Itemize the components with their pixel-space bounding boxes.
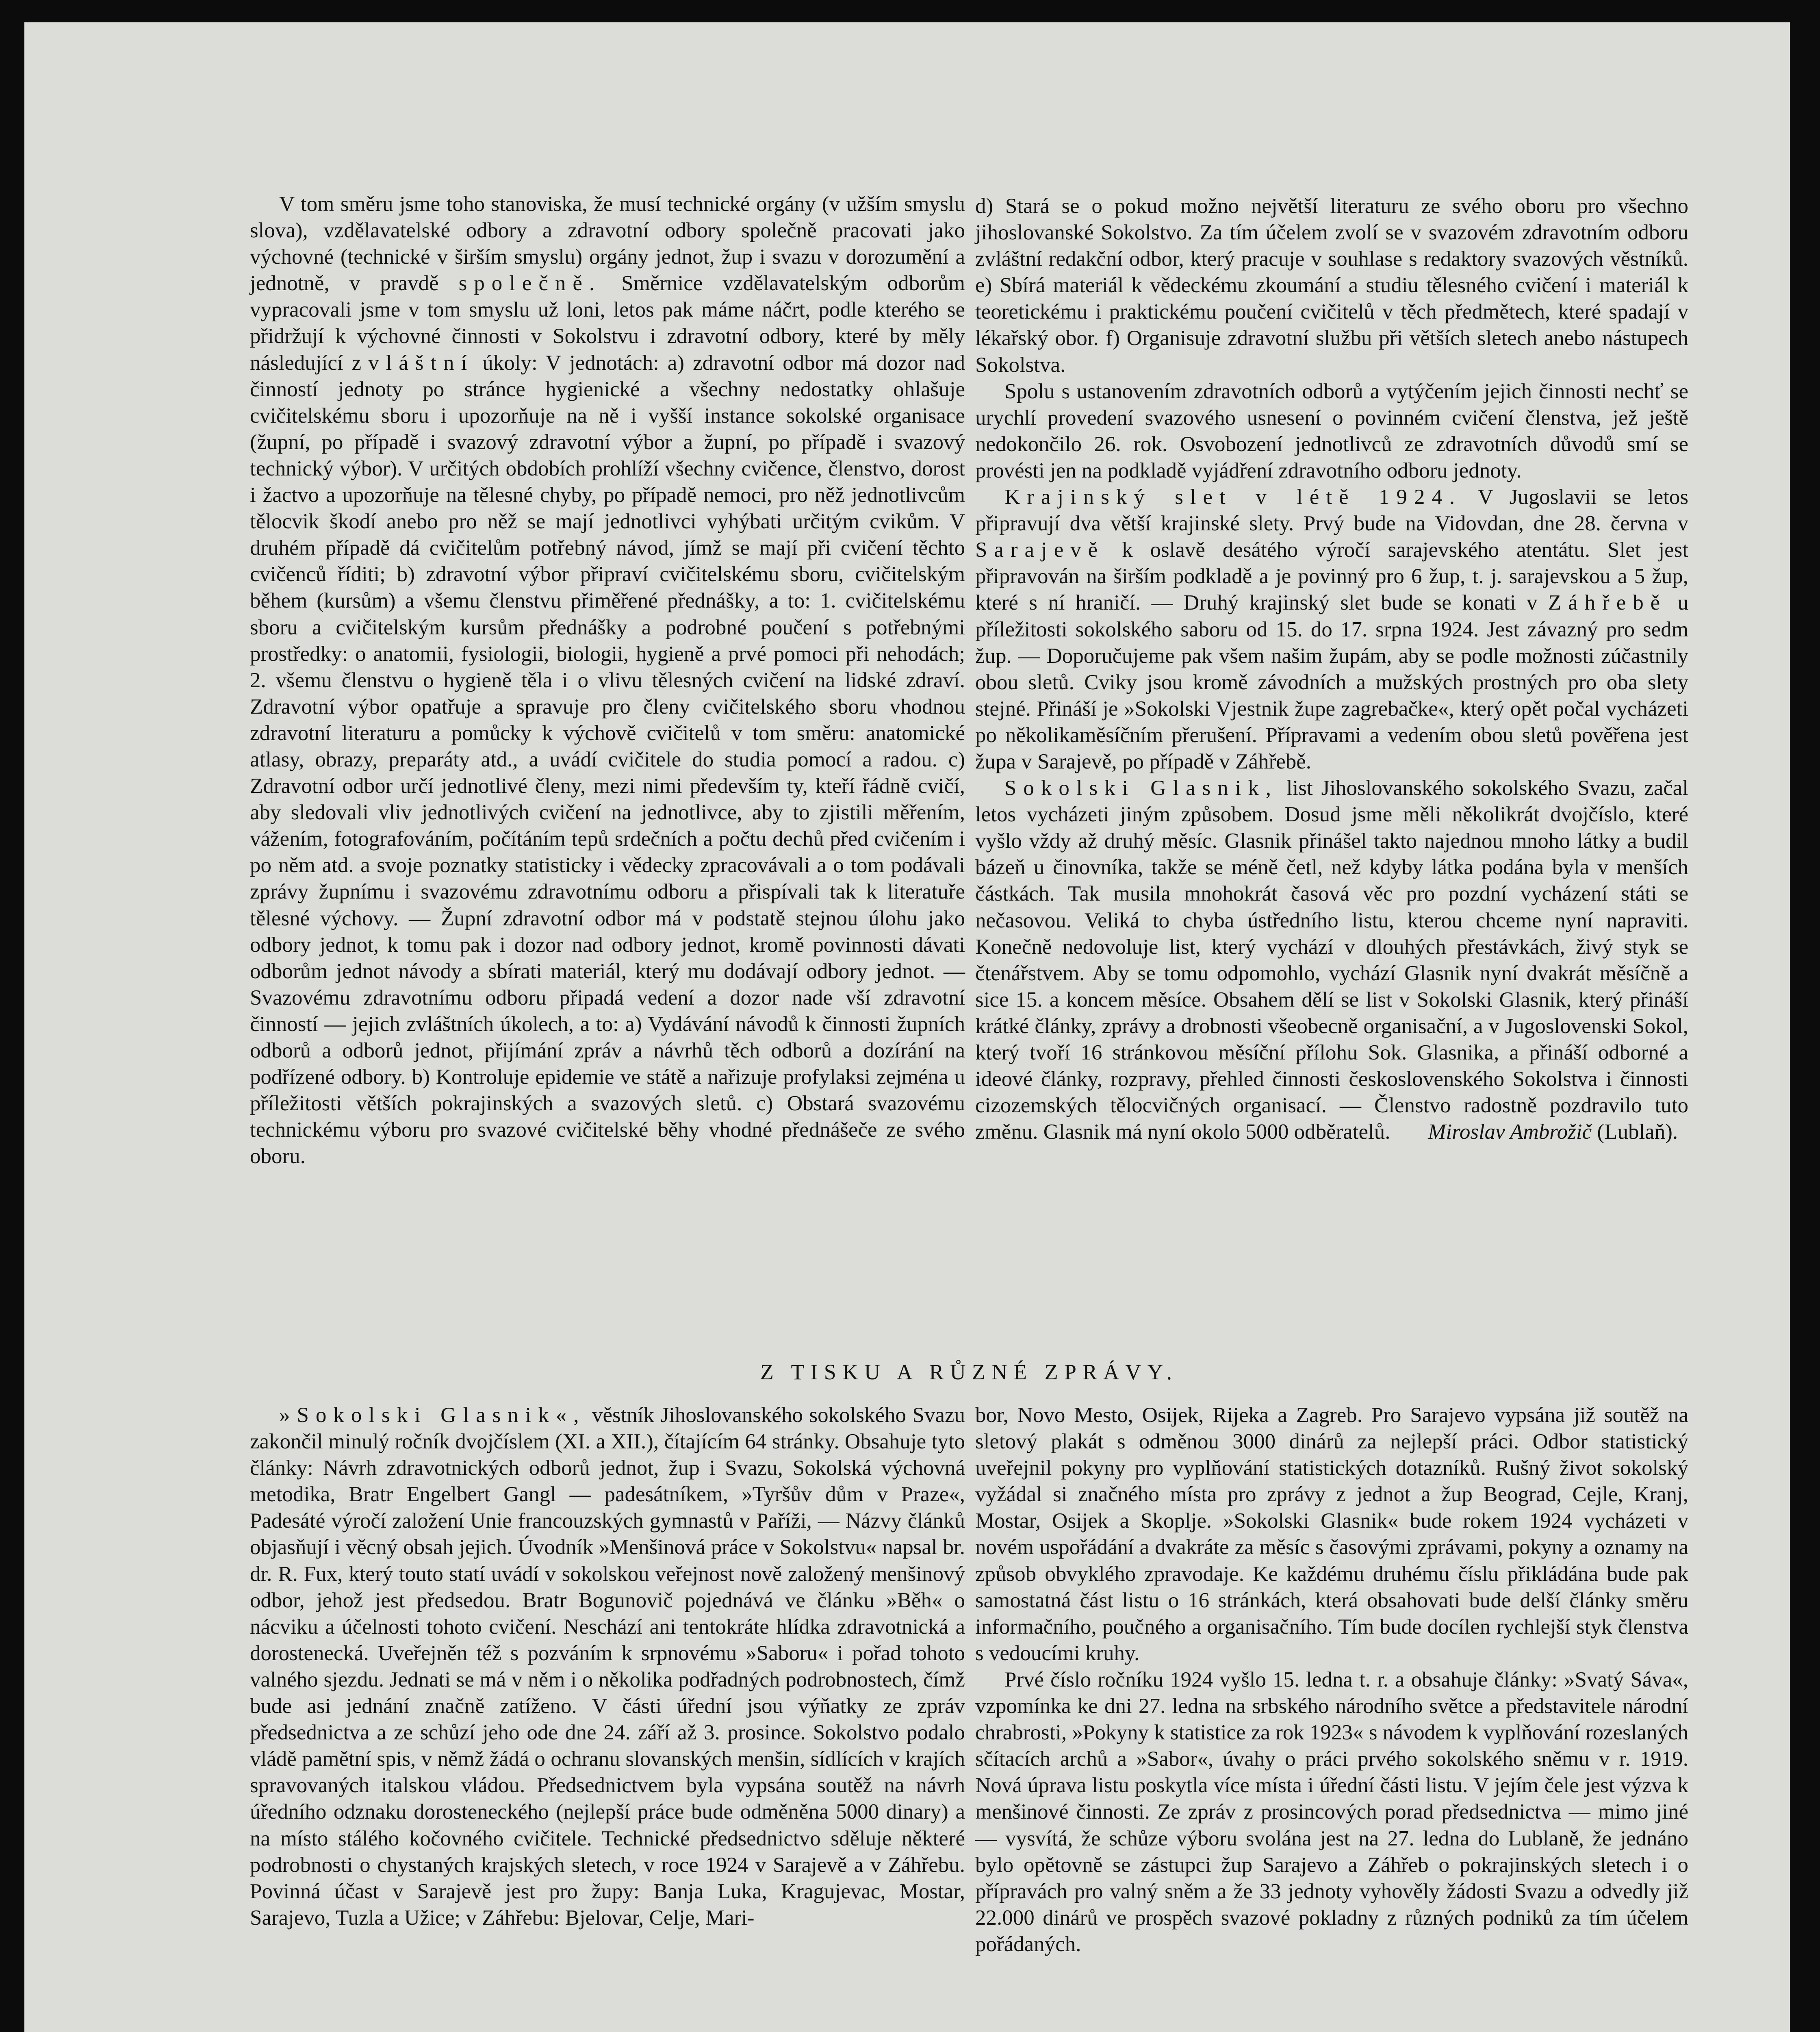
spaced-emphasis: »Sokolski Glasnik«, <box>279 1403 586 1427</box>
signature-place: (Lublaň). <box>1597 1120 1678 1144</box>
spaced-emphasis: Krajinský slet v létě 1924. <box>1004 485 1462 509</box>
text-run: list Jihoslovanského sokolského Svazu, začal letos vycházeti jiným způsobem. Dosud jsme měli několikrát dvojčíslo, které vyšlo vždy až druhý měsíc. Glasnik přinášel takto najednou mnoho látky a budil bázeň u činovníka, takže se méně četl, než kdyby látka podána byla v menších částkách. Tak musila mnohokrát časová věc pro pozdní vycházení státi se nečasovou. Veliká to chyba ústředního listu, kterou chceme nyní napraviti. Konečně nedovoluje list, který vychází v dlouhých přestávkách, živý styk se čtenářstvem. Aby se tomu odpomohlo, vychází Glasnik nyní dvakrát měsíčně a sice 15. a koncem měsíce. Obsahem dělí se list v Sokolski Glasnik, který přináší krátké články, zprávy a drobnosti všeobecně organisační, a v Jugoslovenski Sokol, který tvoří 16 stránkovou měsíční přílohu Sok. Glasnika, a přináší odborné a ideové články, rozpravy, přehled činnosti československého Sokolstva i činnosti cizozemských tělocvičných organisací. — Členstvo radostně pozdravilo tuto změnu. Glasnik má nyní okolo 5000 odběratelů. <box>975 776 1688 1144</box>
article-health-departments-left <box>250 191 965 1170</box>
paragraph-sokolski-glasnik <box>975 775 1688 1145</box>
spaced-emphasis: Záhřebě <box>1548 591 1667 615</box>
article-health-departments-right <box>975 193 1688 1145</box>
paragraph-regional-rally <box>975 484 1688 775</box>
text-run: věstník Jihoslovanského sokolského Svazu zakončil minulý ročník dvojčíslem (XI. a XII.), čítajícím 64 stránky. Obsahuje tyto články: Návrh zdravotnických odborů jednot, žup i Svazu, Sokolská výchovná metodika, Bratr Engelbert Gangl — padesátníkem, »Tyršův dům v Praze«, Padesáté výročí založení Unie francouzských gymnastů v Paříži, — Názvy článků objasňují i věcný obsah jejich. Úvodník »Menšinová práce v Sokolstvu« napsal br. dr. R. Fux, který touto statí uvádí v sokolskou veřejnost nově založený menšinový odbor, jehož jest předsedou. Bratr Bogunovič pojednává ve článku »Běh« o nácviku a účelnosti tohoto cvičení. Neschází ani tentokráte hlídka zdravotnická a dorostenecká. Uveřejněn též s pozváním k srpnovému »Saboru« i pořad tohoto valného sjezdu. Jednati se má v něm i o několika podřadných podrobnostech, čímž bude asi jednání značně zatíženo. V části úřední jsou výňatky ze zpráv předsednictva a ze schůzí jeho ode dne 24. září až 3. prosince. Sokolstvo podalo vládě pamětní spis, v němž žádá o ochranu slovanských menšin, sídlících v krajích spravovaných italskou vládou. Předsednictvem byla vypsána soutěž na návrh úředního odznaku dorosteneckého (nejlepší práce bude odměněna 5000 dinary) a na místo stálého kočovného cvičitele. Technické předsednictvo sděluje některé podrobnosti o chystaných krajských sletech, v roce 1924 v Sarajevě a v Záhřebu. Povinná účast v Sarajevě jest pro župy: Banja Luka, Kragujevac, Mostar, Sarajevo, Tuzla a Užice; v Záhřebu: Bjelovar, Celje, Mari- <box>250 1403 965 1930</box>
paragraph: d) Stará se o pokud možno největší literaturu ze svého oboru pro všechno jihoslovanské Sokolstvo. Za tím účelem zvolí se v svazovém zdravotním odboru zvláštní redakční odbor, který pracuje v souhlase s redaktory svazových věstníků. e) Sbírá materiál k vědeckému zkoumání a studiu tělesného cvičení i materiál k teoretickému i praktickému poučení cvičitelů v těch předmětech, které spadají v lékařský obor. f) Organisuje zdravotní službu při větších sletech anebo nástupech Sokolstva. <box>975 194 1688 377</box>
news-left-column <box>250 1402 965 1931</box>
spaced-emphasis: společně. <box>458 271 602 295</box>
text-run: u příležitosti sokolského saboru od 15. do 17. srpna 1924. Jest závazný pro sedm žup. — Doporučujeme pak všem našim župám, aby se podle možnosti zúčastnily obou sletů. Cviky jsou kromě závodních a mužských prostných pro oba slety stejné. Přináší je »Sokolski Vjestnik župe zagrebačke«, který opět počal vycházeti po několikaměsíčním přerušení. Přípravami a vedením obou sletů pověřena jest župa v Sarajevě, po případě v Záhřebě. <box>975 591 1689 773</box>
paragraph: bor, Novo Mesto, Osijek, Rijeka a Zagreb. Pro Sarajevo vypsána již soutěž na sletový plakát s odměnou 3000 dinárů za nejlepší práci. Odbor statistický uveřejnil pokyny pro vyplňování statistických dotazníků. Rušný život sokolský vyžádal si značného místa pro zprávy z jednot a žup Beograd, Cejle, Kranj, Mostar, Osijek a Skoplje. »Sokolski Glasnik« bude rokem 1924 vycházeti v novém uspořádání a dvakráte za měsíc s časovými zprávami, pokyny a oznamy na způsob obvyklého zpravodaje. Ke každému druhému číslu přikládána bude pak samostatná část listu o 16 stránkách, která obsahovati bude delší články směru informačního, poučného a organisačního. Tím bude docílen rychlejší styk členstva s vedoucími kruhy. <box>975 1403 1688 1665</box>
text-run: úkoly: V jednotách: a) zdravotní odbor má dozor nad činností jednoty po stránce hygienické a všechny nedostatky ohlašuje cvičitelskému sboru i upozorňuje na ně i vyšší instance sokolské organisace (župní, po případě i svazový zdravotní výbor a župní, po případě i svazový technický výbor). V určitých obdobích prohlíží všechny cvičence, členstvo, dorost i žactvo a upozorňuje na tělesné chyby, po případě nemoci, pro něž jednotlivcům tělocvik škodí anebo pro něž se mají jednotlivci vyhýbati určitým cvikům. V druhém případě dá cvičitelům potřebný návod, jímž se mají při cvičení těchto cvičenců říditi; b) zdravotní výbor připraví cvičitelskému sboru, cvičitelským během (kursům) a všemu členstvu přiměřené přednášky, a to: 1. cvičitelskému sboru a cvičitelským kursům přednášky a podrobné poučení s potřebnými prostředky: o anatomii, fysiologii, biologii, hygieně a prvé pomoci při nehodách; 2. všemu členstvu o hygieně těla i o vlivu tělesných cvičení na lidské zdraví. Zdravotní výbor opatřuje a spravuje pro členy cvičitelského sboru vhodnou zdravotní literaturu a pomůcky k výchově cvičitelů v tom směru: anatomické atlasy, obrazy, preparáty atd., a uvádí cvičitele do studia pomocí a radou. c) Zdravotní odbor určí jednotlivé členy, mezi nimi především ty, kteří řádně cvičí, aby sledovali vliv jednotlivých cvičení na jednotlivce, aby to zjistili měřením, vážením, fotografováním, počítáním tepů srdečních a počtu dechů před cvičením i po něm atd. a svoje poznatky statisticky i vědecky zpracovávali a o tom podávali zprávy župnímu i svazovému zdravotnímu odboru a přispívali tak k literatuře tělesné výchovy. — Župní zdravotní odbor má v podstatě stejnou úlohu jako odbory jednot, k tomu pak i dozor nad odbory jednot, kromě povinnosti dávati odborům jednot návody a sbírati materiál, který mu dodávají odbory jednot. — Svazovému zdravotnímu odboru připadá vedení a dozor nade vší zdravotní činností — jejich zvláštních úkolech, a to: a) Vydávání návodů k činnosti župních odborů a odborů jednot, přijímání zpráv a návrhů těch odborů a dozírání na podřízené odbory. b) Kontroluje epidemie ve státě a nařizuje profylaksi zejména u příležitosti větších pokrajinských a svazových sletů. c) Obstará svazovému technickému výboru pro svazové cvičitelské běhy vhodné přednášeče ze svého oboru. <box>250 351 965 1168</box>
paragraph: Spolu s ustanovením zdravotních odborů a vytýčením jejich činnosti nechť se urychlí provedení svazového usnesení o povinném cvičení členstva, jež ještě nedokončilo 26. rok. Osvobození jednotlivců ze zdravotních důvodů smí se provésti jen na podkladě vyjádření zdravotního odboru jednoty. <box>975 379 1688 482</box>
news-right-column <box>975 1402 1688 1958</box>
spaced-emphasis: Sokolski Glasnik, <box>1004 776 1278 800</box>
text-run: k oslavě desátého výročí sarajevského atentátu. Slet jest připravován na širším podkladě a je povinný pro 6 žup, t. j. sarajevskou a 5 žup, které s ní hraničí. — Druhý krajinský slet bude se konati v <box>975 538 1688 615</box>
spaced-emphasis: zvláštní <box>351 351 474 375</box>
paragraph: Prvé číslo ročníku 1924 vyšlo 15. ledna t. r. a obsahuje články: »Svatý Sáva«, vzpomínka ke dni 27. ledna na srbského národního světce a představitele národní chrabrosti, »Pokyny k statistice za rok 1923« s návodem k vyplňování rozeslaných sčítacích archů a »Sabor«, úvahy o práci prvého sokolského sněmu v r. 1919. Nová úprava listu poskytla více místa i úřední části listu. V jejím čele jest výzva k menšinové činnosti. Ze zpráv z prosincových porad předsednictva — mimo jiné — vysvítá, že schůze výboru svolána jest na 27. ledna do Lublaně, že jednáno bylo opětovně se zástupci žup Sarajevo a Záhřeb o pokrajinských sletech i o přípravách pro valný sněm a že 33 jednoty vyhověly žádosti Svazu a odvedly již 22.000 dinárů ve prospěch svazové pokladny z různých podniků za tím účelem pořádaných. <box>975 1667 1688 1956</box>
paragraph <box>250 191 965 1170</box>
journal-page <box>24 22 1790 2032</box>
paragraph <box>250 1402 965 1931</box>
text-run: Směrnice vzdělavatelským odborům vypracovali jsme v tom smyslu už loni, letos pak máme náčrt, podle kterého se přidržují k výchovné činnosti v Sokolstvu i zdravotní odbory, které by měly následující <box>250 271 965 375</box>
author-signature: Miroslav Ambrožič <box>1428 1120 1592 1144</box>
text-run: V Jugoslavii se letos připravují dva větší krajinské slety. Prvý bude na Vidovdan, dne 28. června v <box>975 485 1688 536</box>
spaced-emphasis: Sarajevě <box>975 538 1105 562</box>
text-run: V tom směru jsme toho stanoviska, že musí technické orgány (v užším smyslu slova), vzdělavatelské odbory a zdravotní odbory společně pracovati jako výchovné (technické v širším smyslu) orgány jednot, žup i svazu v dorozumění a jednotně, v pravdě <box>250 192 965 295</box>
section-heading: Z TISKU A RŮZNÉ ZPRÁVY. <box>760 1360 1178 1384</box>
